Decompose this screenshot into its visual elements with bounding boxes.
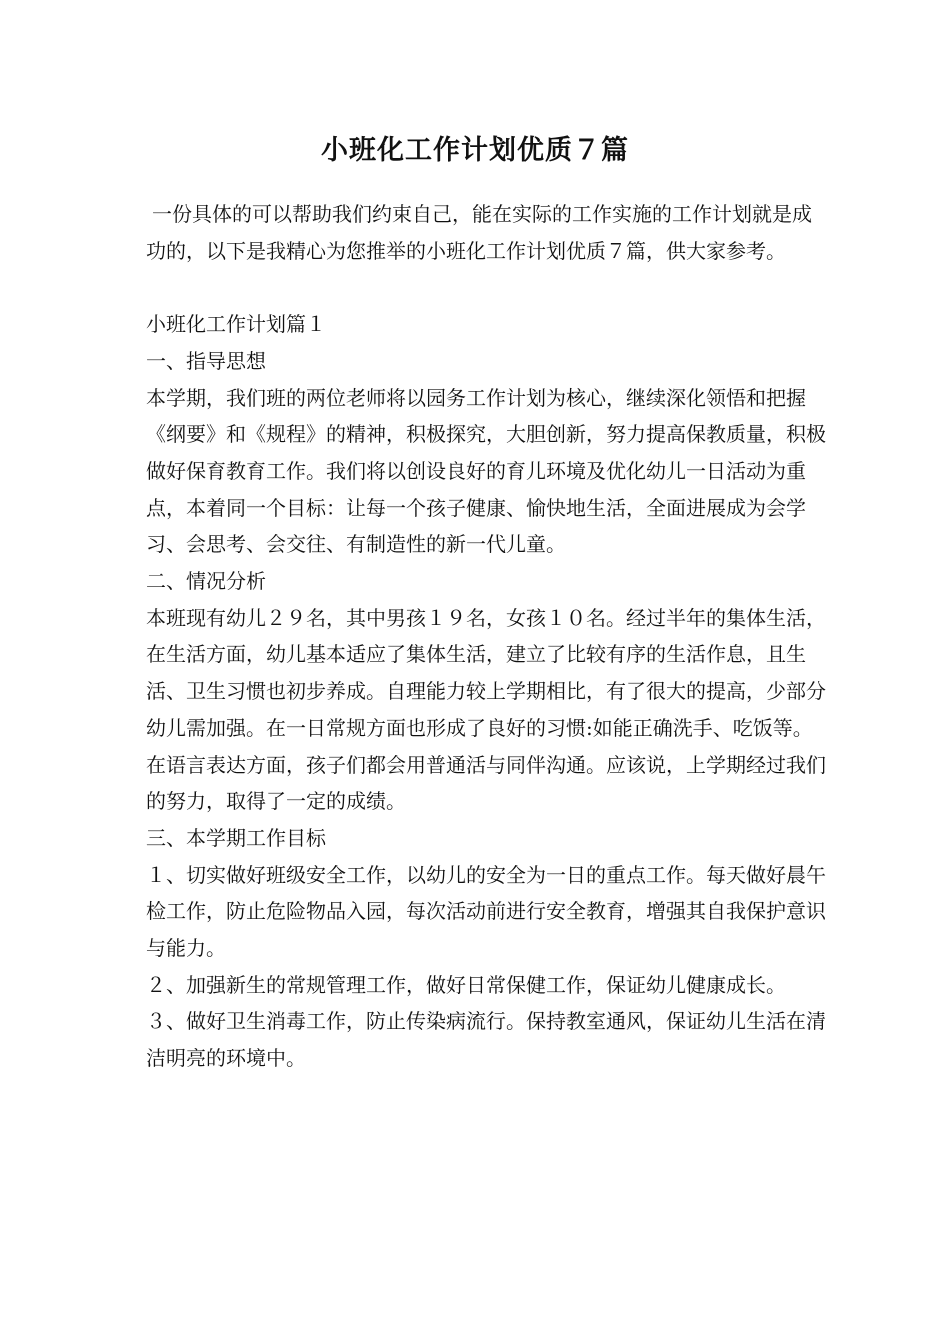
paragraph-spacer <box>146 269 826 306</box>
document-body <box>146 196 826 1077</box>
document-title: 小班化工作计划优质７篇 <box>321 135 629 166</box>
section-heading: 小班化工作计划篇１ <box>146 312 326 337</box>
goal-item-2: ２、加强新生的常规管理工作，做好日常保健工作，保证幼儿健康成长。 <box>146 972 786 997</box>
goal-item-3: ３、做好卫生消毒工作，防止传染病流行。保持教室通风，保证幼儿生活在清洁明亮的环境中。 <box>146 1009 826 1071</box>
subheading-situation-analysis: 二、情况分析 <box>146 569 266 594</box>
intro-paragraph: 一份具体的可以帮助我们约束自己，能在实际的工作实施的工作计划就是成功的，以下是我精心为您推举的小班化工作计划优质７篇，供大家参考。 <box>146 202 812 263</box>
paragraph-situation-analysis: 本班现有幼儿２９名，其中男孩１９名，女孩１０名。经过半年的集体生活，在生活方面，幼儿基本适应了集体生活，建立了比较有序的生活作息，且生活、卫生习惯也初步养成。自理能力较上学期相比，有了很大的提高，少部分幼儿需加强。在一日常规方面也形成了良好的习惯:如能正确洗手、吃饭等。在语言表达方面，孩子们都会用普通活与同伴沟通。应该说，上学期经过我们的努力，取得了一定的成绩。 <box>146 605 826 814</box>
goal-item-1: １、切实做好班级安全工作，以幼儿的安全为一日的重点工作。每天做好晨午检工作，防止危险物品入园，每次活动前进行安全教育，增强其自我保护意识与能力。 <box>146 862 826 961</box>
subheading-work-goals: 三、本学期工作目标 <box>146 825 326 850</box>
paragraph-guiding-thought: 本学期，我们班的两位老师将以园务工作计划为核心，继续深化领悟和把握《纲要》和《规程》的精神，积极探究，大胆创新，努力提高保教质量，积极做好保育教育工作。我们将以创设良好的育儿环境及优化幼儿一日活动为重点，本着同一个目标：让每一个孩子健康、愉快地生活，全面进展成为会学习、会思考、会交往、有制造性的新一代儿童。 <box>146 385 826 557</box>
subheading-guiding-thought: 一、指导思想 <box>146 348 266 373</box>
